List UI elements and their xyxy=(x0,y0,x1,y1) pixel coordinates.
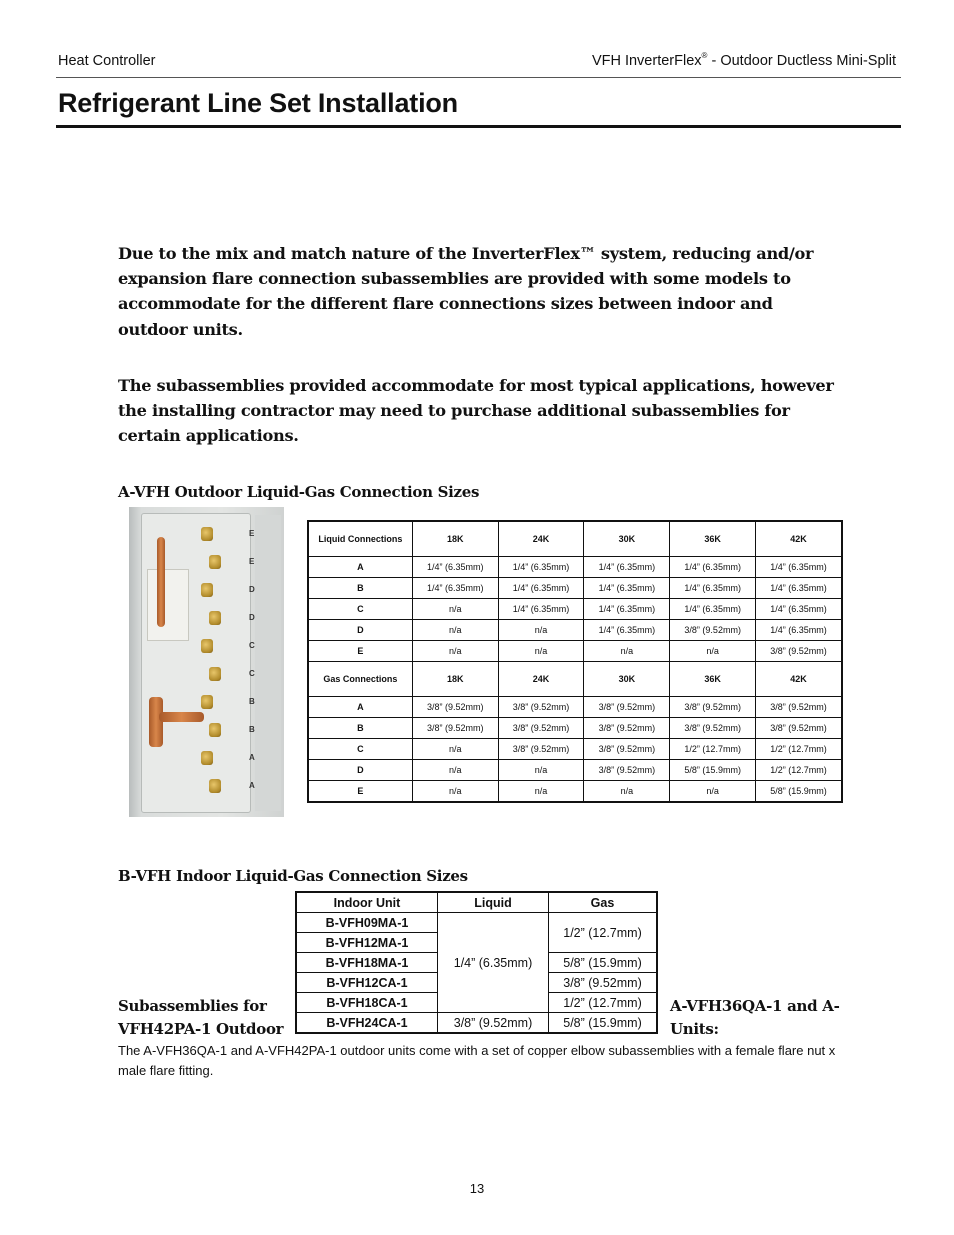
flare-fitting xyxy=(201,527,213,541)
size-cell: 5/8” (15.9mm) xyxy=(670,760,756,781)
flare-fitting xyxy=(209,779,221,793)
table-row xyxy=(308,697,842,718)
registered-mark: ® xyxy=(701,51,708,60)
size-cell: 1/4” (6.35mm) xyxy=(412,578,498,599)
size-cell: n/a xyxy=(412,739,498,760)
gas-port-label: B xyxy=(308,718,412,739)
table-row xyxy=(308,578,842,599)
size-cell: n/a xyxy=(498,760,584,781)
size-cell: 1/4” (6.35mm) xyxy=(756,557,842,578)
size-cell: 3/8” (9.52mm) xyxy=(756,718,842,739)
indoor-unit-cell: B-VFH18MA-1 xyxy=(296,953,438,973)
size-cell: 1/2” (12.7mm) xyxy=(756,739,842,760)
liquid-header: Liquid Connections xyxy=(308,521,412,557)
gas-cell: 5/8” (15.9mm) xyxy=(549,1013,658,1034)
size-cell: 3/8” (9.52mm) xyxy=(756,697,842,718)
indoor-unit-cell: B-VFH12CA-1 xyxy=(296,973,438,993)
size-cell: 3/8” (9.52mm) xyxy=(756,641,842,662)
port-letter-label: A xyxy=(249,781,255,790)
size-cell: 1/4” (6.35mm) xyxy=(584,599,670,620)
flare-fitting xyxy=(201,583,213,597)
size-cell: n/a xyxy=(412,599,498,620)
port-letter-label: B xyxy=(249,697,255,706)
size-cell: 3/8” (9.52mm) xyxy=(412,718,498,739)
gas-port-label: E xyxy=(308,781,412,803)
column-header: Liquid xyxy=(438,892,549,913)
size-header: 24K xyxy=(498,521,584,557)
size-header: 36K xyxy=(670,662,756,697)
title-divider xyxy=(56,125,901,128)
outdoor-section-title: A-VFH Outdoor Liquid-Gas Connection Sizes xyxy=(118,483,480,501)
port-letter-label: C xyxy=(249,669,255,678)
gas-port-label: A xyxy=(308,697,412,718)
indoor-connection-table xyxy=(295,891,658,1034)
table-row xyxy=(308,557,842,578)
size-cell: 1/2” (12.7mm) xyxy=(756,760,842,781)
size-cell: n/a xyxy=(584,781,670,803)
gas-port-label: C xyxy=(308,739,412,760)
size-cell: n/a xyxy=(670,781,756,803)
gas-cell: 5/8” (15.9mm) xyxy=(549,953,658,973)
subassembly-paragraph: The subassemblies provided accommodate for most typical applications, however the installing contractor may need to purchase additional subassemblies for certain applications. xyxy=(118,376,834,446)
size-header: 42K xyxy=(756,521,842,557)
copper-pipe xyxy=(149,697,163,747)
table-row xyxy=(308,641,842,662)
copper-pipe xyxy=(157,537,165,627)
gas-cell: 1/2” (12.7mm) xyxy=(549,913,658,953)
header-product-tail: - Outdoor Ductless Mini-Split xyxy=(707,53,896,69)
indoor-unit-cell: B-VFH09MA-1 xyxy=(296,913,438,933)
liquid-port-label: B xyxy=(308,578,412,599)
header-product xyxy=(592,53,896,69)
size-cell: 1/4” (6.35mm) xyxy=(670,599,756,620)
size-header: 42K xyxy=(756,662,842,697)
flare-fitting xyxy=(201,639,213,653)
column-header: Indoor Unit xyxy=(296,892,438,913)
column-header: Gas xyxy=(549,892,658,913)
size-cell: 3/8” (9.52mm) xyxy=(412,697,498,718)
size-header: 36K xyxy=(670,521,756,557)
liquid-cell: 1/4” (6.35mm) xyxy=(438,913,549,1013)
size-cell: n/a xyxy=(584,641,670,662)
outdoor-unit-valves-photo xyxy=(129,507,284,817)
table-row xyxy=(308,718,842,739)
port-letter-label: E xyxy=(249,529,255,538)
indoor-unit-cell: B-VFH12MA-1 xyxy=(296,933,438,953)
size-cell: 3/8” (9.52mm) xyxy=(498,718,584,739)
flare-fitting xyxy=(209,555,221,569)
port-letter-label: C xyxy=(249,641,255,650)
size-cell: 1/4” (6.35mm) xyxy=(498,578,584,599)
size-header: 30K xyxy=(584,521,670,557)
flare-fitting xyxy=(209,723,221,737)
size-cell: n/a xyxy=(412,620,498,641)
size-cell: n/a xyxy=(412,760,498,781)
flare-fitting xyxy=(209,611,221,625)
flare-fitting xyxy=(209,667,221,681)
size-cell: 1/4” (6.35mm) xyxy=(412,557,498,578)
size-header: 30K xyxy=(584,662,670,697)
table-header-row xyxy=(296,892,657,913)
liquid-port-label: C xyxy=(308,599,412,620)
port-letter-label: D xyxy=(249,585,255,594)
size-cell: 1/4” (6.35mm) xyxy=(670,578,756,599)
size-cell: 3/8” (9.52mm) xyxy=(498,739,584,760)
size-header: 18K xyxy=(412,662,498,697)
size-cell: n/a xyxy=(498,781,584,803)
page-number: 13 xyxy=(469,1181,485,1196)
size-cell: n/a xyxy=(498,620,584,641)
port-letter-label: B xyxy=(249,725,255,734)
table-row xyxy=(308,739,842,760)
size-cell: 3/8” (9.52mm) xyxy=(498,697,584,718)
size-cell: 1/4” (6.35mm) xyxy=(756,599,842,620)
port-letter-label: D xyxy=(249,613,255,622)
size-header: 18K xyxy=(412,521,498,557)
outdoor-connection-table xyxy=(307,520,843,803)
table-header-row xyxy=(308,662,842,697)
liquid-cell: 3/8” (9.52mm) xyxy=(438,1013,549,1034)
intro-paragraph: Due to the mix and match nature of the InverterFlex™ system, reducing and/or expansion flare connection subassemblies are provided with some models to accommodate for the different flare connections sizes between indoor and outdoor units. xyxy=(118,244,814,339)
size-cell: 1/2” (12.7mm) xyxy=(670,739,756,760)
indoor-unit-cell: B-VFH18CA-1 xyxy=(296,993,438,1013)
subassemblies-heading-left: Subassemblies for VFH42PA-1 Outdoor xyxy=(118,997,284,1038)
port-letter-label: E xyxy=(249,557,255,566)
liquid-port-label: E xyxy=(308,641,412,662)
gas-cell: 1/2” (12.7mm) xyxy=(549,993,658,1013)
panel-sticker xyxy=(147,569,189,641)
table-row xyxy=(308,781,842,803)
gas-header: Gas Connections xyxy=(308,662,412,697)
flare-fitting xyxy=(201,695,213,709)
subassemblies-heading-right: A-VFH36QA-1 and A-Units: xyxy=(670,997,840,1038)
table-row xyxy=(308,620,842,641)
size-cell: n/a xyxy=(670,641,756,662)
size-cell: 3/8” (9.52mm) xyxy=(584,760,670,781)
table-header-row xyxy=(308,521,842,557)
size-cell: 5/8” (15.9mm) xyxy=(756,781,842,803)
size-cell: n/a xyxy=(412,641,498,662)
header-product-name: VFH InverterFlex xyxy=(591,53,702,69)
size-cell: 1/4” (6.35mm) xyxy=(670,557,756,578)
size-cell: 3/8” (9.52mm) xyxy=(584,739,670,760)
gas-cell: 3/8” (9.52mm) xyxy=(549,973,658,993)
size-cell: 1/4” (6.35mm) xyxy=(498,557,584,578)
table-row xyxy=(296,913,657,933)
table-row xyxy=(308,760,842,781)
size-cell: 1/4” (6.35mm) xyxy=(584,620,670,641)
subassembly-note: The A-VFH36QA-1 and A-VFH42PA-1 outdoor units come with a set of copper elbow subassemblies with a female flare nut x male flare fitting. xyxy=(118,1043,836,1078)
size-cell: 3/8” (9.52mm) xyxy=(584,697,670,718)
size-cell: 1/4” (6.35mm) xyxy=(756,578,842,599)
size-cell: 1/4” (6.35mm) xyxy=(498,599,584,620)
size-cell: n/a xyxy=(498,641,584,662)
indoor-section-title: B-VFH Indoor Liquid-Gas Connection Sizes xyxy=(118,867,468,885)
copper-pipe xyxy=(159,712,204,722)
size-cell: n/a xyxy=(412,781,498,803)
port-letter-label: A xyxy=(249,753,255,762)
size-cell: 3/8” (9.52mm) xyxy=(670,718,756,739)
page-title: Refrigerant Line Set Installation xyxy=(58,88,458,118)
gas-port-label: D xyxy=(308,760,412,781)
header-divider xyxy=(56,77,901,78)
liquid-port-label: D xyxy=(308,620,412,641)
size-cell: 1/4” (6.35mm) xyxy=(756,620,842,641)
header-brand: Heat Controller xyxy=(58,53,156,69)
table-row xyxy=(296,1013,657,1034)
size-cell: 3/8” (9.52mm) xyxy=(670,697,756,718)
liquid-port-label: A xyxy=(308,557,412,578)
flare-fitting xyxy=(201,751,213,765)
size-cell: 3/8” (9.52mm) xyxy=(584,718,670,739)
indoor-unit-cell: B-VFH24CA-1 xyxy=(296,1013,438,1034)
size-cell: 1/4” (6.35mm) xyxy=(584,557,670,578)
size-cell: 1/4” (6.35mm) xyxy=(584,578,670,599)
size-cell: 3/8” (9.52mm) xyxy=(670,620,756,641)
table-row xyxy=(308,599,842,620)
size-header: 24K xyxy=(498,662,584,697)
